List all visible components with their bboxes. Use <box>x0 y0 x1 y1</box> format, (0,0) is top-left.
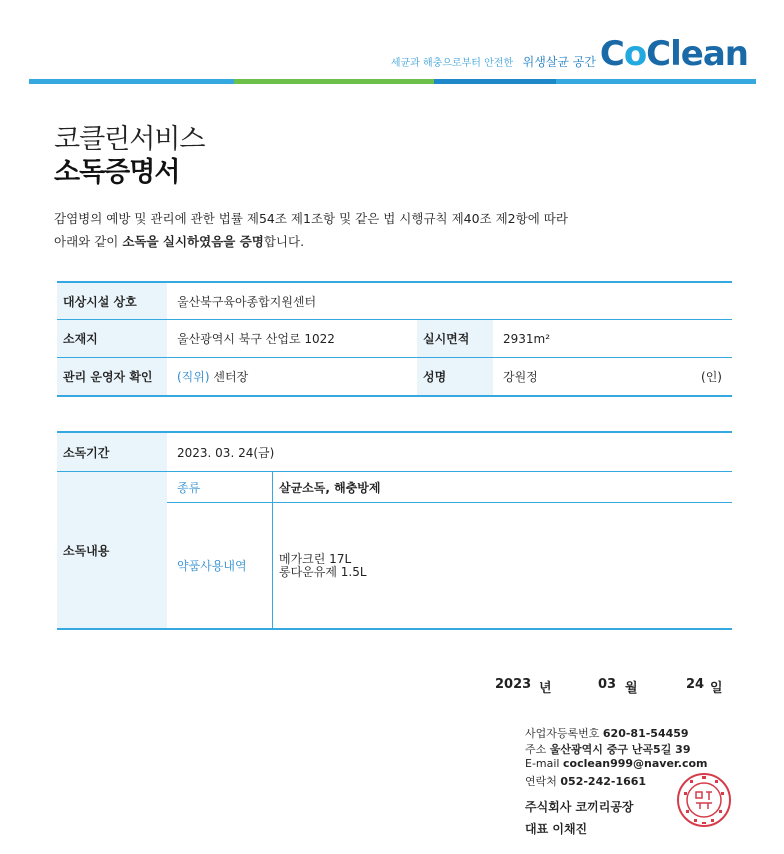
person-value: 강원정 <box>503 370 538 384</box>
header-color-bar <box>29 79 756 84</box>
manager-position: (직위) <box>177 370 210 384</box>
type-row <box>167 472 732 503</box>
type-value: 살균소독, 해충방제 <box>279 480 381 495</box>
intro-text: 합니다. <box>263 234 305 249</box>
color-bar-segment <box>434 79 556 84</box>
table-row <box>57 433 732 472</box>
chem-value <box>273 503 732 628</box>
color-bar-segment <box>556 79 756 84</box>
period-label: 소독기간 <box>57 433 167 471</box>
addr-value: 울산광역시 중구 난곡5길 39 <box>549 743 691 756</box>
table-row <box>57 283 732 320</box>
header-tagline <box>391 53 596 70</box>
email-label: E-mail <box>525 757 560 770</box>
date-day-unit: 일 <box>710 681 723 696</box>
color-bar-segment <box>234 79 434 84</box>
logo-clean: Clean <box>646 34 748 74</box>
address-label: 소재지 <box>57 320 167 357</box>
table-row <box>57 320 732 358</box>
certificate-title: 소독증명서 <box>54 157 180 188</box>
intro-text: 아래와 같이 <box>54 234 123 249</box>
table-row <box>57 472 732 628</box>
intro-bold: 소독을 실시하였음을 증명 <box>122 234 264 249</box>
date-month: 03 <box>598 677 617 692</box>
email-value: coclean999@naver.com <box>563 757 708 770</box>
intro-line-1: 감염병의 예방 및 관리에 관한 법률 제54조 제1조항 및 같은 법 시행규칙 제40조 제2항에 따라 <box>54 211 568 226</box>
reg-label: 사업자등록번호 <box>525 727 600 740</box>
address-value: 울산광역시 북구 산업로 1022 <box>177 332 335 346</box>
chem-row <box>167 503 732 628</box>
content-grid <box>167 472 732 628</box>
facility-table <box>57 281 732 397</box>
phone-value: 052-242-1661 <box>560 775 647 788</box>
company-reg <box>525 725 689 741</box>
area-label: 실시면적 <box>417 320 493 357</box>
person-label: 성명 <box>417 358 493 395</box>
date-day: 24 <box>686 677 705 692</box>
corporation-name: 주식회사 코끼리공장 <box>525 800 634 814</box>
company-phone <box>525 773 646 789</box>
chem-line-2: 롱다운유제 1.5L <box>279 564 367 579</box>
company-email <box>525 757 708 770</box>
date-year-unit: 년 <box>539 681 552 696</box>
coclean-logo <box>600 34 748 74</box>
logo-o: o <box>623 34 647 74</box>
chem-label: 약품사용내역 <box>167 503 273 628</box>
facility-name-label: 대상시설 상호 <box>57 283 167 319</box>
addr-label: 주소 <box>525 743 547 756</box>
representative-name: 대표 이채진 <box>525 822 588 836</box>
type-label: 종류 <box>167 472 273 502</box>
service-title: 코클린서비스 <box>54 124 205 155</box>
manager-value <box>167 358 417 395</box>
facility-name-value: 울산북구육아종합지원센터 <box>177 294 317 309</box>
color-bar-segment <box>29 79 234 84</box>
manager-title: 센터장 <box>213 370 249 384</box>
manager-label: 관리 운영자 확인 <box>57 358 167 395</box>
seal-mark: (인) <box>701 370 722 384</box>
intro-line-2 <box>54 232 304 250</box>
table-row <box>57 358 732 395</box>
phone-label: 연락처 <box>525 775 557 788</box>
content-label: 소독내용 <box>57 472 167 628</box>
date-year: 2023 <box>495 677 532 692</box>
tagline-small: 세균과 해충으로부터 안전한 <box>390 58 514 69</box>
date-month-unit: 월 <box>625 681 638 696</box>
logo-c: C <box>599 34 624 74</box>
person-cell <box>493 358 732 395</box>
chem-line-1: 메가크린 17L <box>279 551 352 566</box>
tagline-big: 위생살균 공간 <box>522 55 596 69</box>
period-value: 2023. 03. 24(금) <box>177 445 275 460</box>
company-seal-icon <box>676 772 732 828</box>
company-address <box>525 741 690 757</box>
reg-value: 620-81-54459 <box>602 727 689 740</box>
area-value: 2931m² <box>503 331 551 346</box>
disinfection-table <box>57 431 732 630</box>
